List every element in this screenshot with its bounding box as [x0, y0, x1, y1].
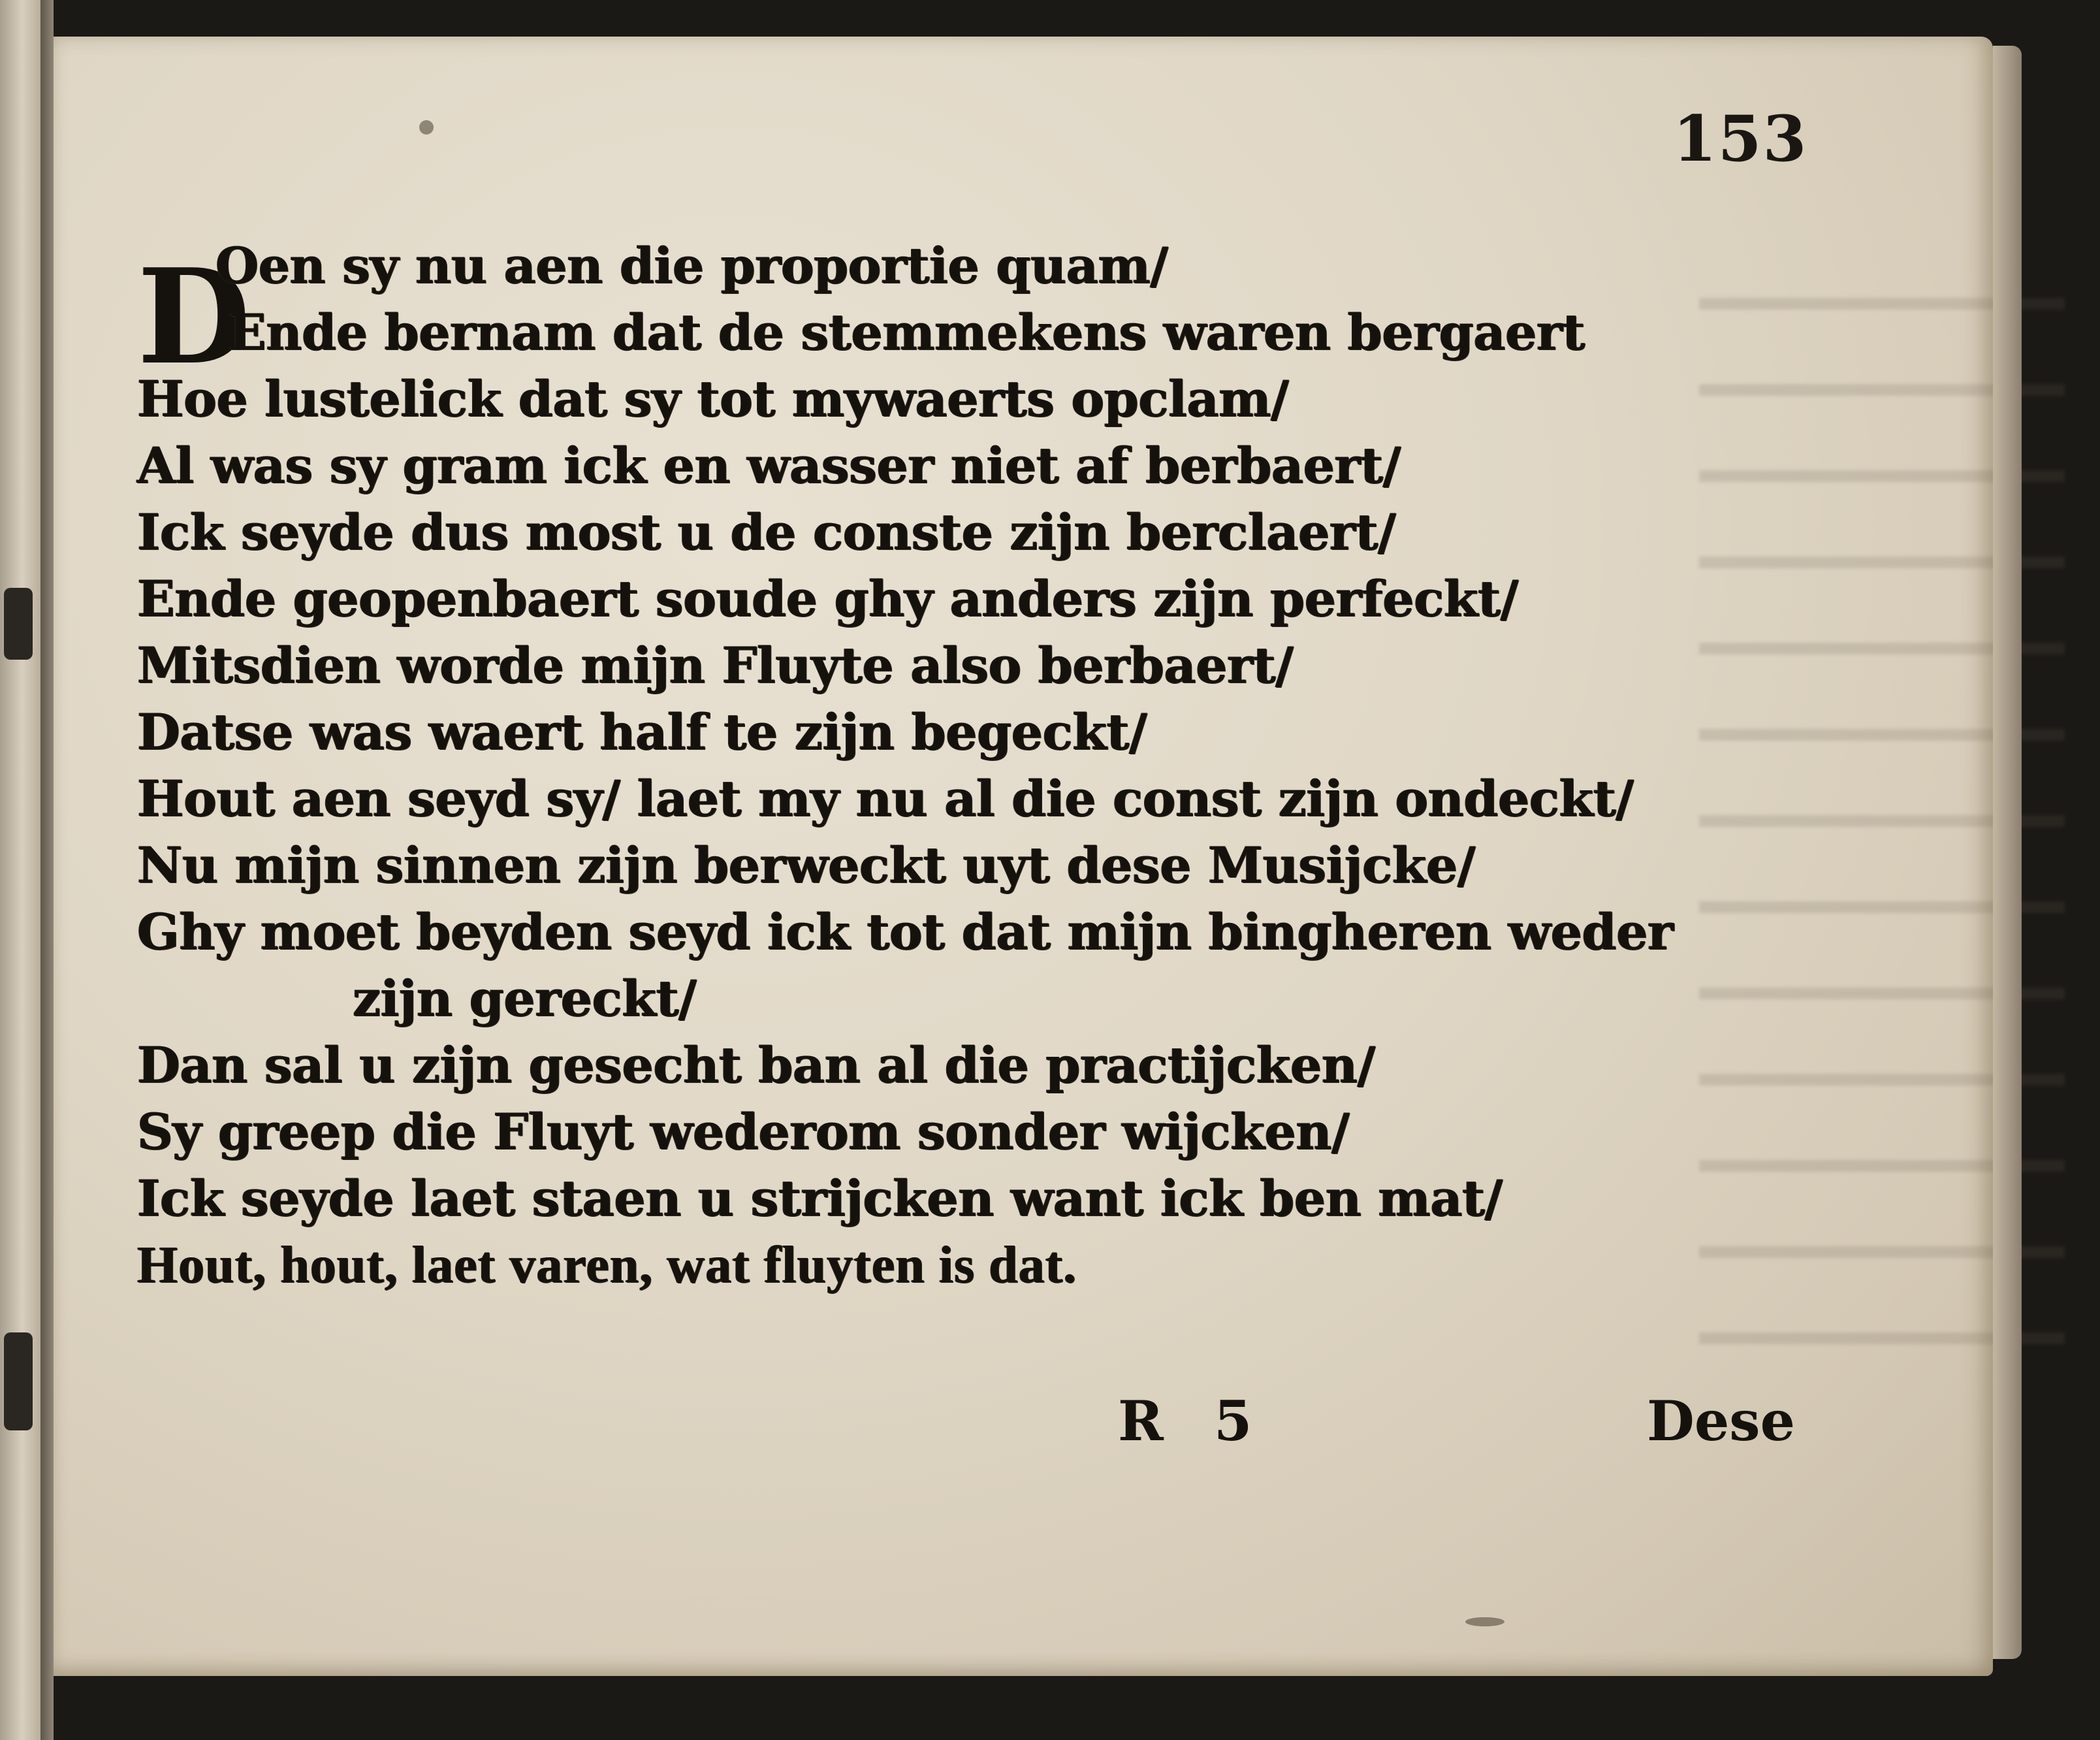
verse-line: Datse was waert half te zijn begeckt/ — [137, 703, 1147, 761]
catchword: Dese — [1647, 1389, 1796, 1453]
verse-line: Ende bernam dat de stemmekens waren bergaert — [229, 303, 1585, 361]
verse-line: Sy greep die Fluyt wederom sonder wijcken/ — [137, 1103, 1350, 1161]
verse-line: Oen sy nu aen die proportie quam/ — [215, 236, 1168, 295]
verse-line: Hout, hout, laet varen, wat fluyten is dat. — [137, 1236, 1077, 1294]
facing-page-edge — [0, 0, 40, 1740]
ink-speck — [1465, 1617, 1504, 1626]
book-page — [54, 37, 1993, 1676]
verse-line: Mitsdien worde mijn Fluyte also berbaert/ — [137, 636, 1294, 694]
page-number: 153 — [1673, 102, 1808, 176]
drop-cap-initial: D — [137, 240, 251, 394]
verse-line: Al was sy gram ick en wasser niet af berbaert/ — [137, 436, 1401, 494]
verse-text — [137, 233, 1809, 1298]
book-gutter — [40, 0, 54, 1740]
verse-line: Ghy moet beyden seyd ick tot dat mijn bingheren weder — [137, 903, 1674, 961]
verse-line: Ende geopenbaert soude ghy anders zijn perfeckt/ — [137, 570, 1519, 628]
verse-line: Hoe lustelick dat sy tot mywaerts opclam/ — [137, 370, 1289, 428]
page-edge — [1993, 46, 2022, 1659]
facing-page-ink-mark — [4, 588, 33, 660]
verse-line: Dan sal u zijn gesecht ban al die practijcken/ — [137, 1036, 1375, 1094]
ink-speck — [419, 120, 434, 135]
signature-mark: R 5 — [1118, 1389, 1268, 1453]
verse-line: Nu mijn sinnen zijn berweckt uyt dese Musijcke/ — [137, 836, 1476, 894]
verse-line: Ick seyde dus most u de conste zijn berclaert/ — [137, 503, 1396, 561]
verse-line: Hout aen seyd sy/ laet my nu al die const zijn ondeckt/ — [137, 769, 1634, 828]
verse-line: Ick seyde laet staen u strijcken want ick ben mat/ — [137, 1169, 1503, 1227]
verse-line: zijn gereckt/ — [353, 969, 697, 1027]
facing-page-ink-mark — [4, 1332, 33, 1430]
